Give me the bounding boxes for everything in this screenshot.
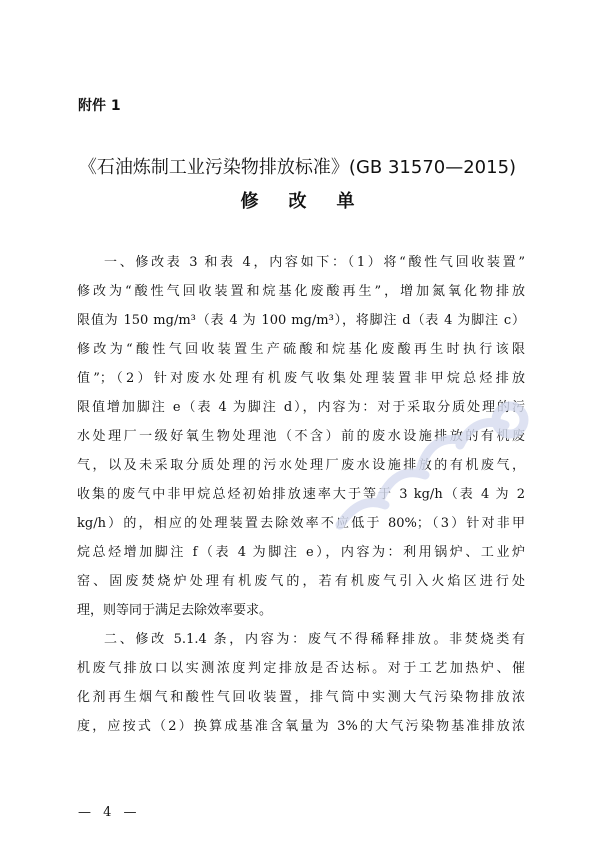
paragraph-line: 水处理厂一级好氧生物处理池（不含）前的废水设施排放的有机废 <box>77 429 525 444</box>
paragraph-line: 修改为“酸性气回收装置生产硫酸和烷基化废酸再生时执行该限 <box>77 342 525 357</box>
paragraph-line: 烷总烃增加脚注 f（表 4 为脚注 e），内容为：利用锅炉、工业炉 <box>77 545 525 560</box>
paragraph-line: 窑、固废焚烧炉处理有机废气的，若有机废气引入火焰区进行处 <box>77 574 525 589</box>
paragraph-line: 限值增加脚注 e（表 4 为脚注 d），内容为：对于采取分质处理的污 <box>77 400 525 415</box>
document-subtitle: 修改单 <box>240 191 385 212</box>
paragraph-line: 化剂再生烟气和酸性气回收装置，排气筒中实测大气污染物排放浓 <box>77 690 525 705</box>
paragraph-line: kg/h）的，相应的处理装置去除效率不应低于 80%；（3）针对非甲 <box>77 516 525 531</box>
page-number: — 4 — <box>78 805 141 820</box>
paragraph-line: 二、修改 5.1.4 条，内容为：废气不得稀释排放。非焚烧类有 <box>104 632 525 647</box>
paragraph-line: 气，以及未采取分质处理的污水处理厂废水设施排放的有机废气， <box>77 458 525 473</box>
paragraph-line: 一、修改表 3 和表 4，内容如下：（1）将“酸性气回收装置” <box>104 255 525 270</box>
document-body <box>77 248 525 741</box>
paragraph-line: 收集的废气中非甲烷总烃初始排放速率大于等于 3 kg/h（表 4 为 2 <box>77 487 525 502</box>
paragraph-line: 限值为 150 mg/m³（表 4 为 100 mg/m³），将脚注 d（表 4 为脚注 c） <box>77 313 525 328</box>
document-title: 《石油炼制工业污染物排放标准》(GB 31570—2015) <box>78 157 517 178</box>
paragraph-line: 度，应按式（2）换算成基准含氧量为 3%的大气污染物基准排放浓 <box>77 719 525 734</box>
paragraph-line: 修改为“酸性气回收装置和烷基化废酸再生”，增加氮氧化物排放 <box>77 284 525 299</box>
attachment-label: 附件 1 <box>78 98 121 114</box>
paragraph-line: 机废气排放口以实测浓度判定排放是否达标。对于工艺加热炉、催 <box>77 661 525 676</box>
paragraph-line: 理，则等同于满足去除效率要求。 <box>77 603 273 618</box>
paragraph-line: 值”；（2）针对废水处理有机废气收集处理装置非甲烷总烃排放 <box>77 371 525 386</box>
